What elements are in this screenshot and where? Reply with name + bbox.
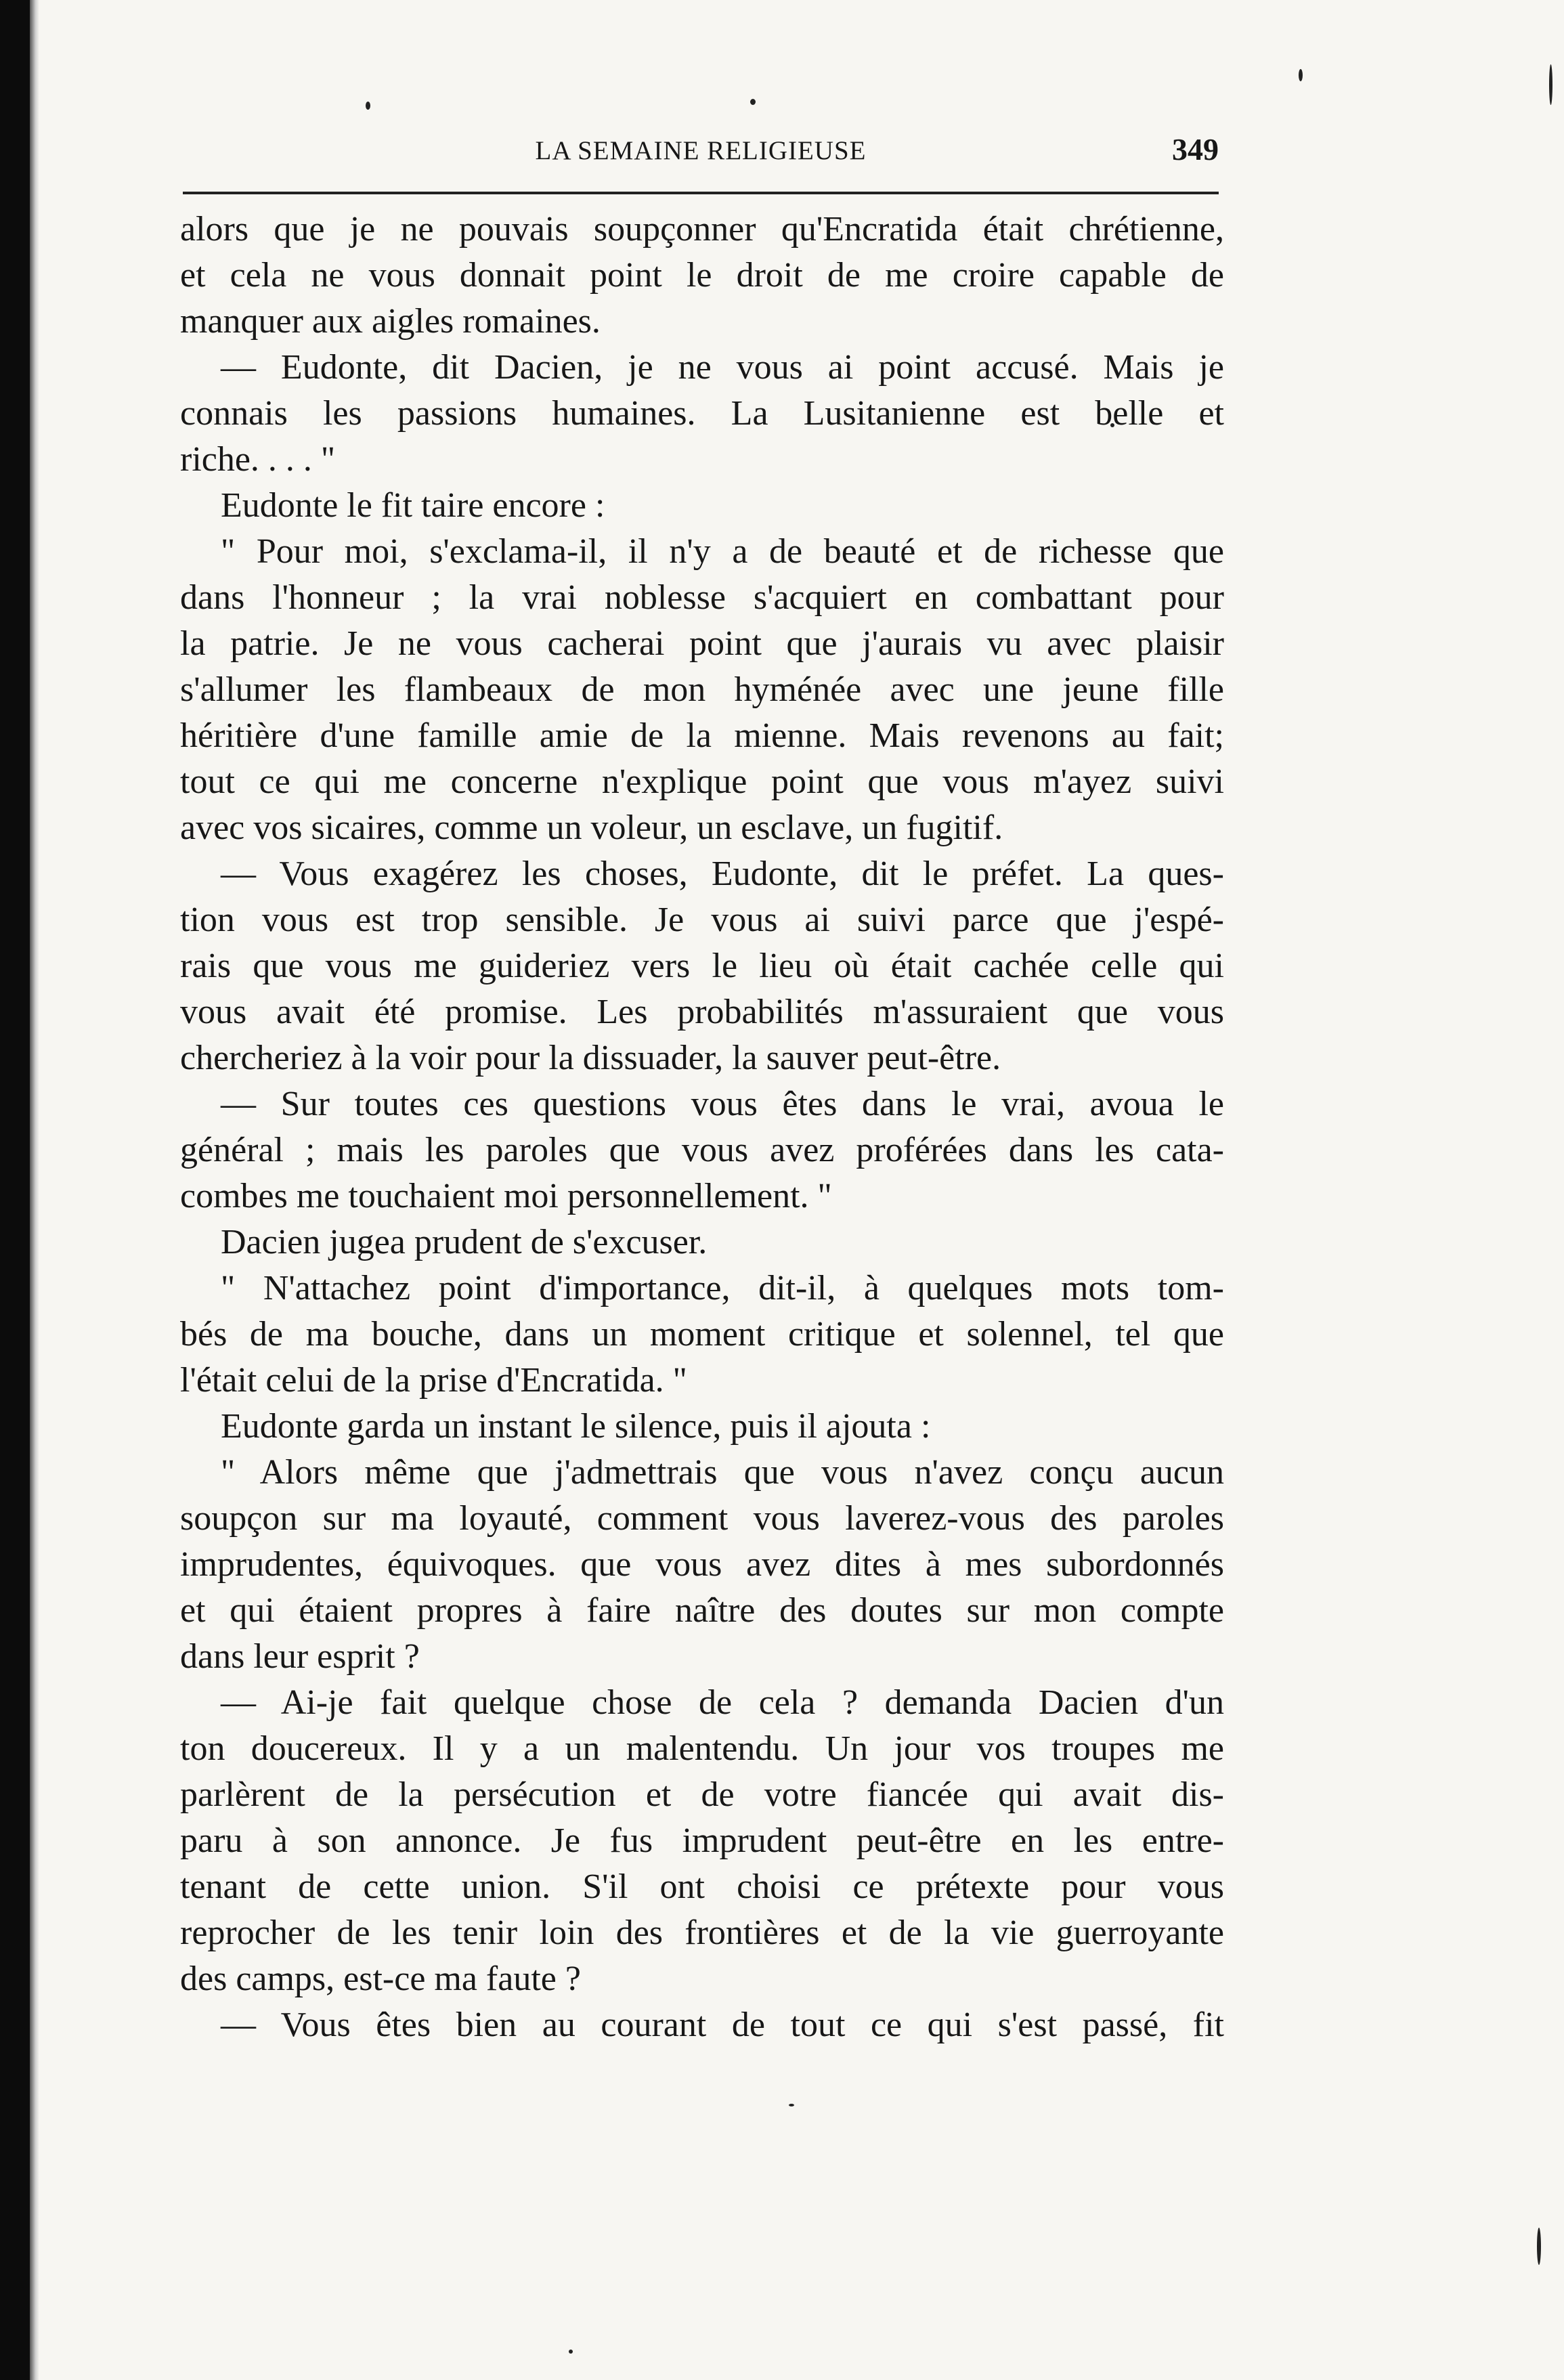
text-line: et cela ne vous donnait point le droit de me croire capable de <box>180 256 1224 295</box>
text-line: bés de ma bouche, dans un moment critique et solennel, tel que <box>180 1315 1224 1354</box>
text-line: riche. . . . " <box>180 440 336 479</box>
text-line: tout ce qui me concerne n'explique point que vous m'ayez suivi <box>180 762 1224 801</box>
text-line: — Sur toutes ces questions vous êtes dans le vrai, avoua le <box>221 1085 1224 1123</box>
text-line: soupçon sur ma loyauté, comment vous laverez-vous des paroles <box>180 1499 1224 1538</box>
header-rule <box>183 192 1219 194</box>
text-line: connais les passions humaines. La Lusitanienne est belle et <box>180 394 1224 433</box>
binding-shadow <box>30 0 39 2380</box>
text-line: combes me touchaient moi personnellement. " <box>180 1177 832 1215</box>
print-speck <box>750 99 756 105</box>
print-speck <box>366 102 370 110</box>
text-line: chercheriez à la voir pour la dissuader, la sauver peut-être. <box>180 1039 1001 1077</box>
body-text <box>180 207 1224 2048</box>
text-line: Eudonte garda un instant le silence, puis il ajouta : <box>221 1407 931 1446</box>
print-speck <box>569 2350 573 2354</box>
text-line: — Vous êtes bien au courant de tout ce qui s'est passé, fit <box>221 2006 1224 2044</box>
text-line: général ; mais les paroles que vous avez proférées dans les cata- <box>180 1131 1224 1169</box>
text-line: dans l'honneur ; la vrai noblesse s'acquiert en combattant pour <box>180 578 1224 617</box>
text-line: — Eudonte, dit Dacien, je ne vous ai point accusé. Mais je <box>221 348 1224 387</box>
text-line: vous avait été promise. Les probabilités m'assuraient que vous <box>180 993 1224 1031</box>
text-line: parlèrent de la persécution et de votre fiancée qui avait dis- <box>180 1775 1224 1814</box>
text-line: " Alors même que j'admettrais que vous n'avez conçu aucun <box>221 1453 1224 1492</box>
book-binding-edge <box>0 0 30 2380</box>
text-line: ton doucereux. Il y a un malentendu. Un jour vos troupes me <box>180 1729 1224 1768</box>
text-line: manquer aux aigles romaines. <box>180 302 601 341</box>
text-line: — Vous exagérez les choses, Eudonte, dit le préfet. La ques- <box>221 854 1224 893</box>
running-header <box>183 131 1219 172</box>
text-line: alors que je ne pouvais soupçonner qu'Encratida était chrétienne, <box>180 210 1224 248</box>
text-line: Eudonte le fit taire encore : <box>221 486 605 525</box>
text-line: héritière d'une famille amie de la mienne. Mais revenons au fait; <box>180 716 1224 755</box>
page-number: 349 <box>1172 132 1219 167</box>
print-speck <box>1299 69 1303 81</box>
text-line: imprudentes, équivoques. que vous avez dites à mes subordonnés <box>180 1545 1224 1584</box>
text-line: " N'attachez point d'importance, dit-il, à quelques mots tom- <box>221 1269 1224 1307</box>
print-speck <box>1549 64 1552 105</box>
text-line: reprocher de les tenir loin des frontières et de la vie guerroyante <box>180 1913 1224 1952</box>
print-speck <box>789 2104 794 2106</box>
text-line: s'allumer les flambeaux de mon hyménée avec une jeune fille <box>180 670 1224 709</box>
print-speck <box>1537 2228 1541 2265</box>
text-line: la patrie. Je ne vous cacherai point que j'aurais vu avec plaisir <box>180 624 1224 663</box>
text-line: — Ai-je fait quelque chose de cela ? demanda Dacien d'un <box>221 1683 1224 1722</box>
text-line: " Pour moi, s'exclama-il, il n'y a de beauté et de richesse que <box>221 532 1224 571</box>
text-line: avec vos sicaires, comme un voleur, un esclave, un fugitif. <box>180 808 1003 847</box>
text-line: dans leur esprit ? <box>180 1637 420 1676</box>
text-line: et qui étaient propres à faire naître des doutes sur mon compte <box>180 1591 1224 1630</box>
text-line: des camps, est-ce ma faute ? <box>180 1960 581 1998</box>
text-line: l'était celui de la prise d'Encratida. " <box>180 1361 687 1400</box>
text-line: rais que vous me guideriez vers le lieu où était cachée celle qui <box>180 947 1224 985</box>
text-line: tion vous est trop sensible. Je vous ai suivi parce que j'espé- <box>180 901 1224 939</box>
running-title: LA SEMAINE RELIGIEUSE <box>535 136 867 165</box>
text-line: Dacien jugea prudent de s'excuser. <box>221 1223 708 1261</box>
text-line: tenant de cette union. S'il ont choisi ce prétexte pour vous <box>180 1867 1224 1906</box>
text-line: paru à son annonce. Je fus imprudent peut-être en les entre- <box>180 1821 1224 1860</box>
